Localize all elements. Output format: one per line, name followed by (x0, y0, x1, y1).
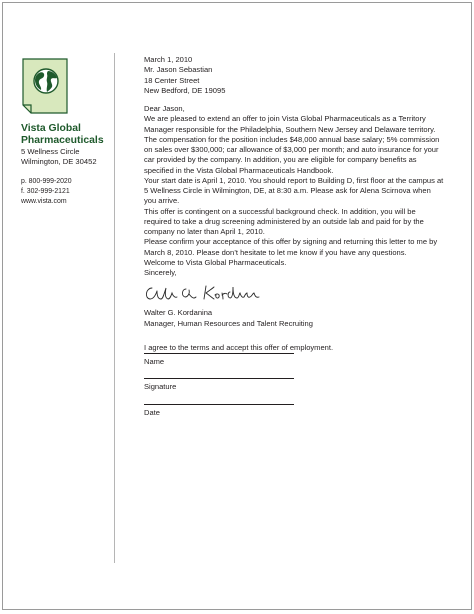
date-field[interactable] (144, 404, 294, 418)
recipient-street: 18 Center Street (144, 75, 200, 85)
letter-date: March 1, 2010 (144, 55, 193, 64)
paragraph-start-date: Your start date is April 1, 2010. You should report to Building D, first floor at the campus at 5 Wellness Circle in Wilmington, DE, at 8:30 a.m. Please ask for Alena Scirnova when you arrive. (144, 175, 444, 206)
signer-name: Walter G. Kordanina (144, 308, 213, 318)
letter-body (144, 55, 444, 429)
name-field[interactable] (144, 353, 294, 367)
paragraph-welcome: Welcome to Vista Global Pharmaceuticals. (144, 257, 287, 267)
handwritten-signature (142, 282, 272, 304)
recipient-address (144, 65, 444, 96)
paragraph-contingency: This offer is contingent on a successful background check. In addition, you will be required to take a drug screening administered by an outside lab and paid for by the company no later than April 1, 2010. (144, 206, 424, 236)
salutation: Dear Jason, (144, 104, 185, 113)
recipient-city: New Bedford, DE 19095 (144, 85, 226, 95)
vertical-divider (114, 53, 115, 563)
paragraph-compensation: The compensation for the position includes $48,000 annual base salary; 5% commission on sales over $300,000; car allowance of $3,000 per month; and auto insurance for your car provided by the company. In addition, you are eligible for company benefits as specified in the Vista Global Pharmaceuticals Handbook. (144, 134, 440, 175)
company-name: Vista Global Pharmaceuticals (21, 123, 104, 146)
company-contacts (21, 177, 121, 206)
website-link[interactable]: www.vista.com (21, 197, 67, 205)
acceptance-statement: I agree to the terms and accept this offer of employment. (144, 342, 334, 352)
letter-page (2, 2, 472, 610)
paragraph-confirmation: Please confirm your acceptance of this offer by signing and returning this letter to me by March 8, 2010. Please don’t hesitate to let me know if you have any questions. (144, 237, 438, 257)
fax-number: f. 302-999-2121 (21, 187, 70, 195)
signer-title: Manager, Human Resources and Talent Recruiting (144, 318, 313, 328)
address-line-1: 5 Wellness Circle (21, 147, 80, 156)
signature-field[interactable] (144, 378, 294, 392)
globe-icon (21, 57, 69, 115)
signer-block (144, 308, 444, 329)
address-line-2: Wilmington, DE 30452 (21, 157, 97, 166)
signature-field-label: Signature (144, 382, 177, 392)
paragraph-offer: We are pleased to extend an offer to join Vista Global Pharmaceuticals as a Territory Manager responsible for the Philadelphia, Southern New Jersey and Delaware territory. (144, 114, 436, 134)
company-address (21, 147, 121, 167)
recipient-name: Mr. Jason Sebastian (144, 65, 213, 75)
phone-number: p. 800-999-2020 (21, 178, 72, 185)
date-field-label: Date (144, 407, 160, 417)
name-field-label: Name (144, 357, 165, 366)
closing: Sincerely, (144, 268, 177, 277)
